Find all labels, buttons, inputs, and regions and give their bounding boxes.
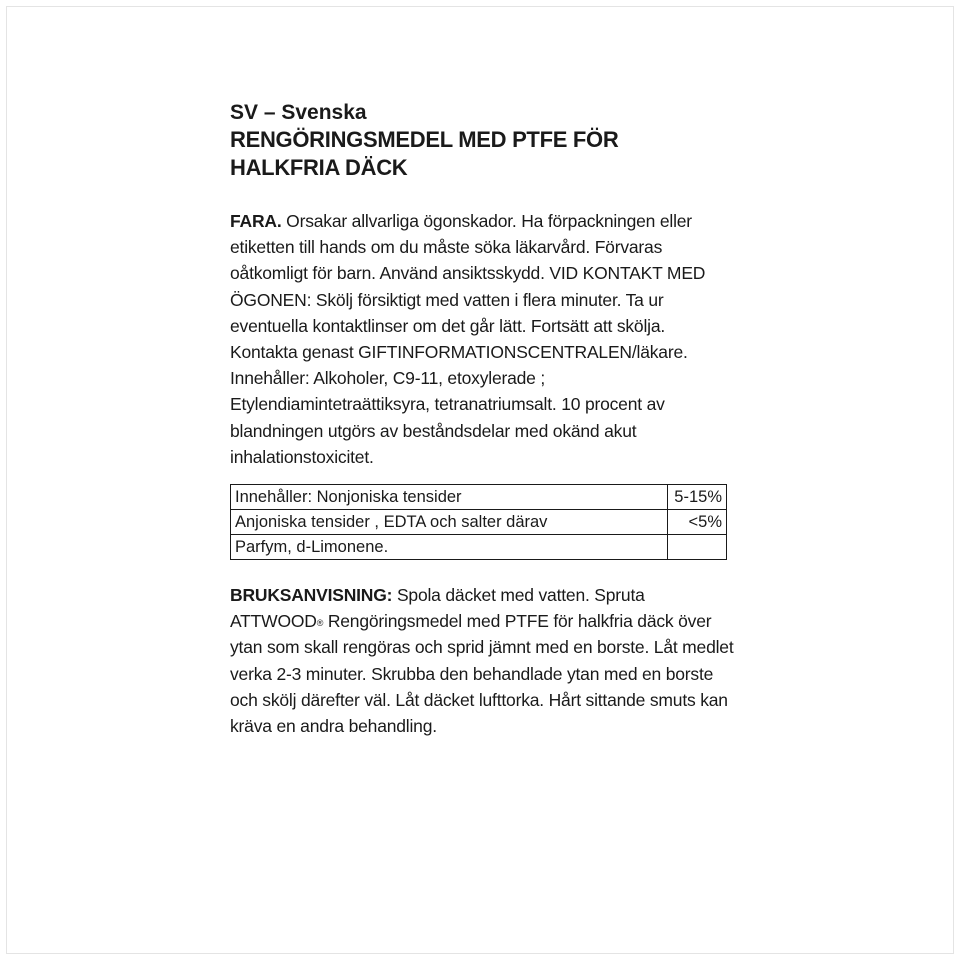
usage-text-part-1: Spola däcket med vatten. Spruta ATTWOOD — [230, 585, 645, 632]
table-row — [231, 535, 727, 560]
product-title-line-2: HALKFRIA DÄCK — [230, 155, 408, 180]
hazard-label: FARA. — [230, 211, 282, 231]
registered-mark: ® — [316, 618, 324, 629]
ingredient-name: Anjoniska tensider , EDTA och salter därav — [231, 510, 668, 535]
ingredient-name: Parfym, d-Limonene. — [231, 535, 668, 560]
ingredient-name: Innehåller: Nonjoniska tensider — [231, 485, 668, 510]
product-title-line-1: RENGÖRINGSMEDEL MED PTFE FÖR — [230, 127, 619, 152]
label-content — [230, 100, 740, 739]
ingredient-percent: <5% — [668, 510, 727, 535]
language-heading: SV – Svenska — [230, 101, 367, 124]
hazard-statement — [230, 208, 730, 470]
ingredient-percent — [668, 535, 727, 560]
ingredient-percent: 5-15% — [668, 485, 727, 510]
usage-text-part-2: Rengöringsmedel med PTFE för halkfria däck över ytan som skall rengöras och sprid jämnt med en borste. Låt medlet verka 2-3 minuter. Skrubba den behandlade ytan med en borste och skölj därefter väl. Låt däcket lufttorka. Hårt sittande smuts kan kräva en andra behandling. — [230, 611, 734, 737]
table-row — [231, 510, 727, 535]
ingredients-table — [230, 484, 727, 560]
usage-label: BRUKSANVISNING: — [230, 585, 393, 606]
table-row — [231, 485, 727, 510]
hazard-text: Orsakar allvarliga ögonskador. Ha förpackningen eller etiketten till hands om du måste söka läkarvård. Förvaras oåtkomligt för barn. Använd ansiktsskydd. VID KONTAKT MED ÖGONEN: Skölj försiktigt med vatten i flera minuter. Ta ur eventuella kontaktlinser om det går lätt. Fortsätt att skölja. Kontakta genast GIFTINFORMATIONSCENTRALEN/läkare. Innehåller: Alkoholer, C9-11, etoxylerade ; Etylendiamintetraättiksyra, tetranatriumsalt. 10 procent av blandningen utgörs av beståndsdelar med okänd akut inhalationstoxicitet. — [230, 211, 706, 467]
usage-instructions — [230, 582, 735, 739]
